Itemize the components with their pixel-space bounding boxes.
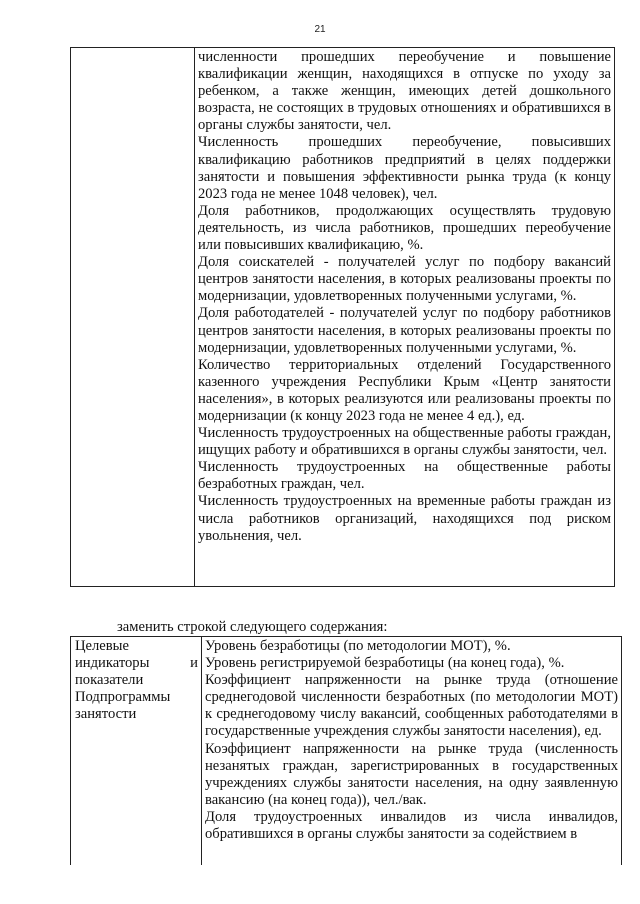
paragraph: Коэффициент напряженности на рынке труда (отношение среднегодовой численности безработных (по методологии МОТ) к среднегодовому числу вакансий, сообщенных работодателями в государственные учреждения службы занятости населения), ед.: [205, 672, 618, 740]
paragraph: Уровень регистрируемой безработицы (на конец года), %.: [205, 655, 565, 672]
heading-line: Целевые: [75, 638, 129, 654]
heading-line: занятости: [75, 706, 137, 723]
paragraph: Численность трудоустроенных на общественные работы граждан, ищущих работу и обратившихся в органы службы занятости, чел.: [198, 425, 611, 459]
paragraph: Доля соискателей - получателей услуг по подбору вакансий центров занятости населения, в которых реализованы проекты по модернизации, удовлетворенных полученными услугами, %.: [198, 254, 611, 305]
paragraph: Доля работников, продолжающих осуществлять трудовую деятельность, из числа работников, прошедших переобучение или повысивших квалификацию, %.: [198, 202, 611, 254]
paragraph: Количество территориальных отделений Государственного казенного учреждения Республики Крым «Центр занятости населения», в которых реализуются или реализованы проекты по модернизации (к концу 2023 года не менее 4 ед.), ед.: [198, 356, 611, 424]
table-row: [71, 637, 622, 866]
heading-line: индикаторы и: [75, 655, 198, 672]
left-cell-empty: [71, 48, 195, 587]
paragraph: Численность трудоустроенных на временные работы граждан из числа работников организаций, находящихся под риском увольнения, чел.: [198, 493, 611, 544]
right-cell: [202, 637, 622, 866]
paragraph: Коэффициент напряженности на рынке труда (численность незанятых граждан, зарегистрированных в государственных учреждениях службы занятости населения, на одну заявленную вакансию (на конец года)), чел./вак.: [205, 740, 618, 808]
page-number: 21: [314, 24, 326, 35]
indicators-table-new: [70, 636, 622, 865]
replace-instruction: заменить строкой следующего содержания:: [117, 619, 388, 635]
paragraph: Уровень безработицы (по методологии МОТ), %.: [205, 638, 511, 654]
heading-line: показатели: [75, 672, 144, 689]
indicators-table-old: [70, 47, 615, 587]
right-cell: [195, 48, 615, 587]
paragraph: численности прошедших переобучение и повышение квалификации женщин, находящихся в отпуске по уходу за ребенком, а также женщин, имеющих детей дошкольного возраста, не состоящих в трудовых отношениях и обратившихся в органы службы занятости, чел.: [198, 49, 611, 134]
heading-line: Подпрограммы: [75, 689, 171, 706]
paragraph: Численность трудоустроенных на общественные работы безработных граждан, чел.: [198, 459, 611, 493]
paragraph: Доля трудоустроенных инвалидов из числа инвалидов, обратившихся в органы службы занятости за содействием в: [205, 808, 618, 843]
left-cell-heading: [71, 637, 202, 866]
paragraph: Численность прошедших переобучение, повысивших квалификацию работников предприятий в целях поддержки занятости и повышения эффективности рынка труда (к концу 2023 года не менее 1048 человек), чел.: [198, 134, 611, 202]
paragraph: Доля работодателей - получателей услуг по подбору работников центров занятости населения, в которых реализованы проекты по модернизации, удовлетворенных полученными услугами, %.: [198, 305, 611, 356]
table-row: [71, 48, 615, 587]
